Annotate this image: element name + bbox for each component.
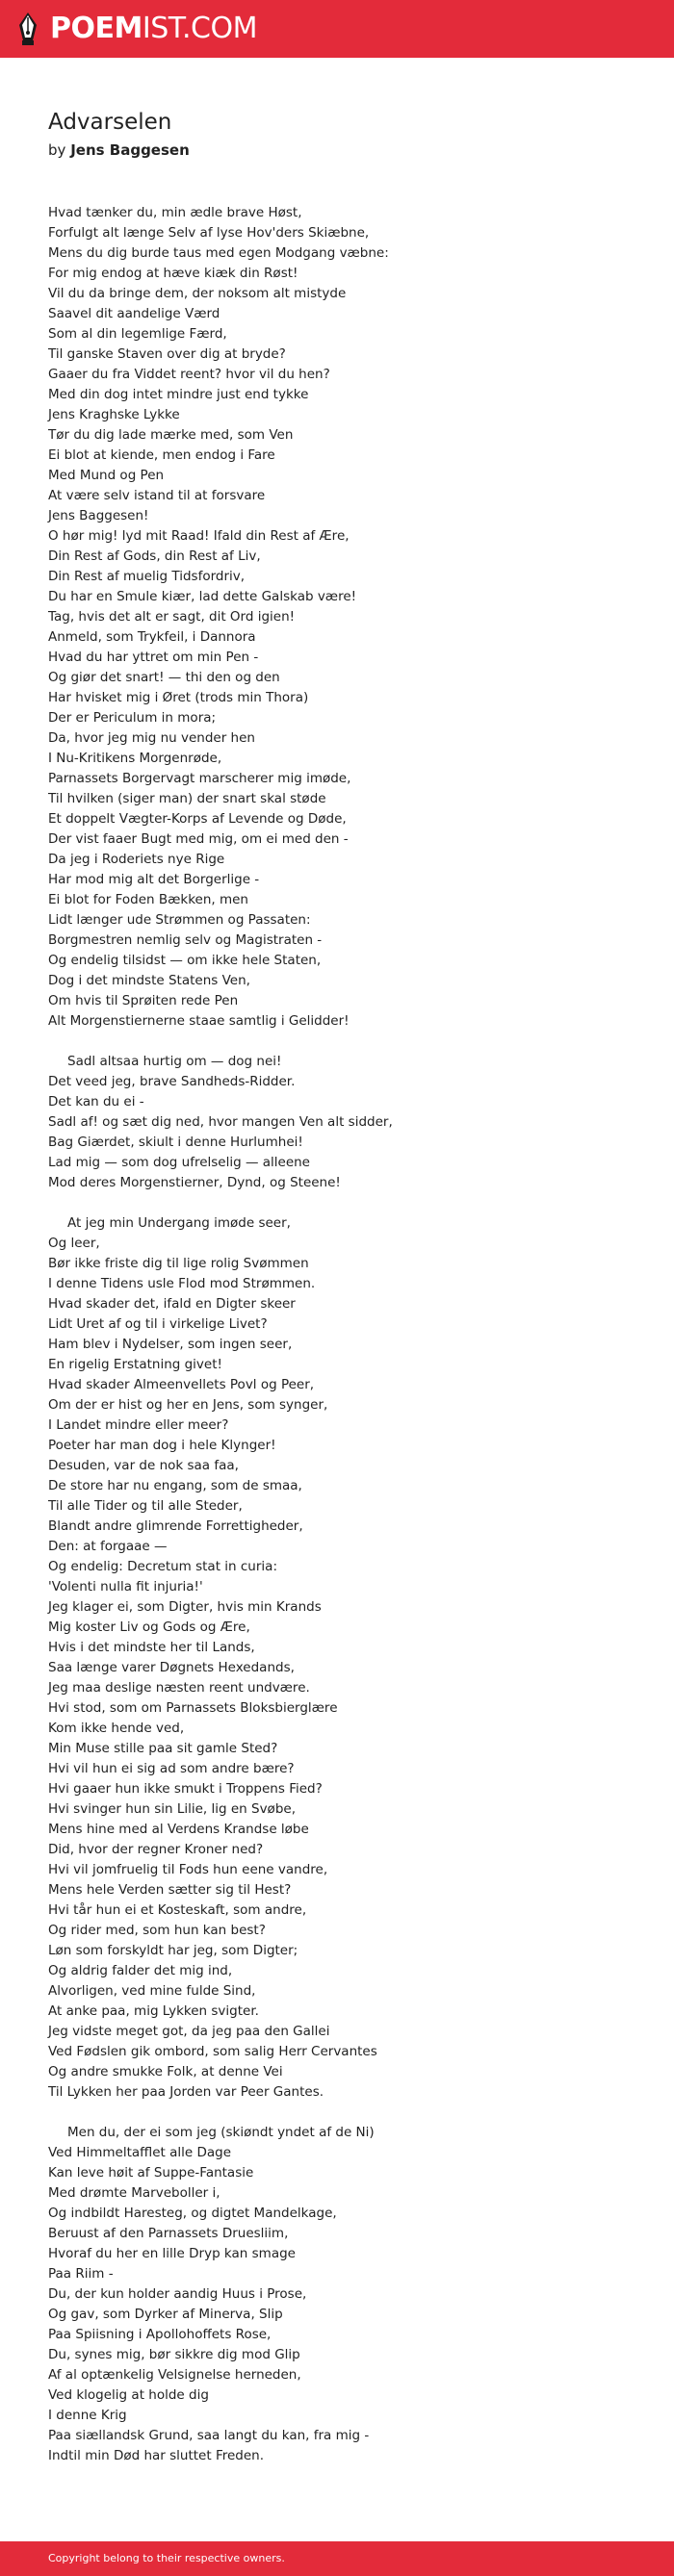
poem-line: Sadl altsaa hurtig om — dog nei! — [67, 1054, 282, 1069]
poem-line: Ei blot for Foden Bækken, men — [48, 892, 248, 907]
poem-line: De store har nu engang, som de smaa, — [48, 1478, 302, 1493]
poem-line: Og rider med, som hun kan best? — [48, 1923, 266, 1938]
poem-line: Hvad skader det, ifald en Digter skeer — [48, 1296, 296, 1312]
stanza — [48, 1213, 645, 2103]
poem-line: Jeg vidste meget got, da jeg paa den Gallei — [48, 2024, 330, 2039]
poem-line: Min Muse stille paa sit gamle Sted? — [48, 1741, 278, 1756]
poem-line: Mens du dig burde taus med egen Modgang væbne: — [48, 245, 389, 261]
poem-line: Hvi stod, som om Parnassets Bloksbierglære — [48, 1700, 338, 1716]
poem-line: Til alle Tider og til alle Steder, — [48, 1498, 243, 1514]
poem-line: Alt Morgenstiernerne staae samtlig i Gelidder! — [48, 1013, 350, 1029]
poem-line: Hvi tår hun ei et Kosteskaft, som andre, — [48, 1902, 307, 1918]
poem-line: At være selv istand til at forsvare — [48, 488, 266, 503]
poem-line: Og leer, — [48, 1236, 100, 1251]
poem-line: Tør du dig lade mærke med, som Ven — [48, 427, 294, 443]
poem-line: Mig koster Liv og Gods og Ære, — [48, 1620, 250, 1635]
poem-line: Did, hvor der regner Kroner ned? — [48, 1842, 264, 1857]
poem-line: Og gav, som Dyrker af Minerva, Slip — [48, 2307, 283, 2322]
poem-line: Det kan du ei - — [48, 1094, 144, 1109]
stanza — [48, 203, 645, 1032]
poem-line: Ved Fødslen gik ombord, som salig Herr Cervantes — [48, 2044, 377, 2059]
poem-line: Lad mig — som dog ufrelselig — alleene — [48, 1155, 310, 1170]
poem-line: Du, synes mig, bør sikkre dig mod Glip — [48, 2347, 300, 2362]
poem-line: Parnassets Borgervagt marscherer mig imøde, — [48, 771, 351, 786]
poem-line: Blandt andre glimrende Forrettigheder, — [48, 1518, 303, 1534]
poem-line: Og endelig: Decretum stat in curia: — [48, 1559, 277, 1574]
poem-line: Med din dog intet mindre just end tykke — [48, 387, 309, 402]
byline-prefix: by — [48, 141, 66, 159]
poem-line: Og aldrig falder det mig ind, — [48, 1963, 233, 1978]
poem-line: I denne Krig — [48, 2408, 127, 2423]
poem-line: Kom ikke hende ved, — [48, 1721, 185, 1736]
poem-line: Bag Giærdet, skiult i denne Hurlumhei! — [48, 1135, 303, 1150]
poem-line: Jens Kraghske Lykke — [48, 407, 180, 422]
poem-line: Din Rest af Gods, din Rest af Liv, — [48, 548, 261, 564]
poem-line: Paa Riim - — [48, 2266, 114, 2282]
poem-line: Hvi vil hun ei sig ad som andre bære? — [48, 1761, 295, 1776]
poem-line: Som al din legemlige Færd, — [48, 326, 227, 342]
poem-line: Ham blev i Nydelser, som ingen seer, — [48, 1337, 293, 1352]
poem-line: Du har en Smule kiær, lad dette Galskab være! — [48, 589, 357, 604]
poem-line: Med drømte Marveboller i, — [48, 2185, 220, 2201]
poem-line: Til ganske Staven over dig at bryde? — [48, 346, 286, 362]
poem-line: Tag, hvis det alt er sagt, dit Ord igien! — [48, 609, 296, 625]
poem-body — [48, 203, 645, 2487]
poem-line: Hvis i det mindste her til Lands, — [48, 1640, 255, 1655]
poem-line: Jeg maa deslige næsten reent undvære. — [48, 1680, 310, 1696]
poem-line: Af al optænkelig Velsignelse herneden, — [48, 2367, 301, 2383]
poem-line: Og endelig tilsidst — om ikke hele Staten, — [48, 953, 322, 968]
poem-line: Du, der kun holder aandig Huus i Prose, — [48, 2286, 307, 2302]
poem-line: Løn som forskyldt har jeg, som Digter; — [48, 1943, 298, 1958]
poem-line: Da jeg i Roderiets nye Rige — [48, 852, 225, 867]
poem-line: Bør ikke friste dig til lige rolig Svømmen — [48, 1256, 309, 1271]
poem-line: Din Rest af muelig Tidsfordriv, — [48, 569, 246, 584]
poem-line: Borgmestren nemlig selv og Magistraten - — [48, 932, 323, 948]
logo-light-text: IST.COM — [142, 12, 257, 45]
copyright-text: Copyright belong to their respective owners. — [48, 2552, 285, 2564]
poem-line: Paa Spiisning i Apollohoffets Rose, — [48, 2327, 272, 2342]
poem-line: Mens hele Verden sætter sig til Hest? — [48, 1882, 292, 1898]
poem-line: Forfulgt alt længe Selv af lyse Hov'ders Skiæbne, — [48, 225, 370, 241]
poem-line: Og indbildt Haresteg, og digtet Mandelkage, — [48, 2206, 337, 2221]
poem-line: Paa siællandsk Grund, saa langt du kan, fra mig - — [48, 2428, 370, 2443]
poem-line: Om der er hist og her en Jens, som synger, — [48, 1397, 328, 1413]
poem-line: Jeg klager ei, som Digter, hvis min Krands — [48, 1599, 322, 1615]
poem-line: Hvi svinger hun sin Lilie, lig en Svøbe, — [48, 1801, 296, 1817]
poem-line: Gaaer du fra Viddet reent? hvor vil du hen? — [48, 367, 330, 382]
poem-line: Kan leve høit af Suppe-Fantasie — [48, 2165, 254, 2181]
poem-line: Hvad du har yttret om min Pen - — [48, 650, 259, 665]
poem-line: 'Volenti nulla fit injuria!' — [48, 1579, 203, 1594]
poem-line: Anmeld, som Trykfeil, i Dannora — [48, 629, 256, 645]
poem-line: At anke paa, mig Lykken svigter. — [48, 2003, 259, 2019]
poem-line: For mig endog at hæve kiæk din Røst! — [48, 266, 298, 281]
poem-line: Hvi gaaer hun ikke smukt i Troppens Fied? — [48, 1781, 323, 1797]
poem-line: Poeter har man dog i hele Klynger! — [48, 1438, 276, 1453]
poem-line: En rigelig Erstatning givet! — [48, 1357, 222, 1372]
poem-line: At jeg min Undergang imøde seer, — [67, 1215, 291, 1231]
poem-line: Desuden, var de nok saa faa, — [48, 1458, 239, 1473]
poem-line: Og andre smukke Folk, at denne Vei — [48, 2064, 283, 2079]
poem-line: Der vist faaer Bugt med mig, om ei med den - — [48, 831, 349, 847]
site-footer — [0, 2541, 674, 2576]
logo-bold-text: POEM — [50, 12, 143, 45]
site-logo[interactable] — [50, 11, 257, 47]
poem-line: O hør mig! lyd mit Raad! Ifald din Rest af Ære, — [48, 528, 350, 544]
poem-line: Og giør det snart! — thi den og den — [48, 670, 280, 685]
poem-title: Advarselen — [48, 110, 172, 135]
poem-line: Med Mund og Pen — [48, 468, 165, 483]
poem-line: Hvad skader Almeenvellets Povl og Peer, — [48, 1377, 315, 1392]
site-header — [0, 0, 674, 58]
poem-line: Har mod mig alt det Borgerlige - — [48, 872, 260, 887]
poem-line: Hvi vil jomfruelig til Fods hun eene vandre, — [48, 1862, 328, 1877]
poem-line: Hvoraf du her en lille Dryp kan smage — [48, 2246, 296, 2261]
poem-line: Dog i det mindste Statens Ven, — [48, 973, 250, 988]
poem-line: Om hvis til Sprøiten rede Pen — [48, 993, 239, 1008]
poem-line: Den: at forgaae — — [48, 1539, 168, 1554]
poem-line: Lidt længer ude Strømmen og Passaten: — [48, 912, 311, 928]
poem-line: Saavel dit aandelige Værd — [48, 306, 220, 321]
poem-line: Mod deres Morgenstierner, Dynd, og Steene! — [48, 1175, 341, 1190]
poem-line: Ved Himmeltafflet alle Dage — [48, 2145, 232, 2160]
stanza — [48, 1052, 645, 1193]
poem-line: Ved klogelig at holde dig — [48, 2387, 209, 2403]
poem-line: Ei blot at kiende, men endog i Fare — [48, 447, 275, 463]
poem-line: Hvad tænker du, min ædle brave Høst, — [48, 205, 302, 220]
pen-nib-icon — [17, 12, 39, 46]
poem-line: Til Lykken her paa Jorden var Peer Gantes. — [48, 2084, 324, 2100]
poem-line: Det veed jeg, brave Sandheds-Ridder. — [48, 1074, 296, 1089]
poem-line: Der er Periculum in mora; — [48, 710, 217, 726]
poem-line: Mens hine med al Verdens Krandse løbe — [48, 1822, 309, 1837]
poem-line: Har hvisket mig i Øret (trods min Thora) — [48, 690, 309, 705]
poem-line: Men du, der ei som jeg (skiøndt yndet af de Ni) — [67, 2125, 375, 2140]
poem-line: I Landet mindre eller meer? — [48, 1417, 229, 1433]
stanza — [48, 2123, 645, 2466]
poem-line: Vil du da bringe dem, der noksom alt mistyde — [48, 286, 347, 301]
poem-line: I Nu-Kritikens Morgenrøde, — [48, 751, 222, 766]
poem-line: Da, hvor jeg mig nu vender hen — [48, 730, 255, 746]
poem-line: Indtil min Død har sluttet Freden. — [48, 2448, 265, 2463]
poem-line: Saa længe varer Døgnets Hexedands, — [48, 1660, 295, 1675]
poem-line: Sadl af! og sæt dig ned, hvor mangen Ven alt sidder, — [48, 1114, 393, 1130]
poem-line: Jens Baggesen! — [48, 508, 149, 523]
byline — [48, 140, 190, 160]
poem-line: Alvorligen, ved mine fulde Sind, — [48, 1983, 256, 1999]
poem-line: Beruust af den Parnassets Druesliim, — [48, 2226, 289, 2241]
poem-line: Lidt Uret af og til i virkelige Livet? — [48, 1316, 268, 1332]
poem-line: Et doppelt Vægter-Korps af Levende og Døde, — [48, 811, 347, 827]
poem-line: Til hvilken (siger man) der snart skal støde — [48, 791, 326, 806]
author-name[interactable]: Jens Baggesen — [70, 141, 190, 159]
poem-line: I denne Tidens usle Flod mod Strømmen. — [48, 1276, 316, 1291]
